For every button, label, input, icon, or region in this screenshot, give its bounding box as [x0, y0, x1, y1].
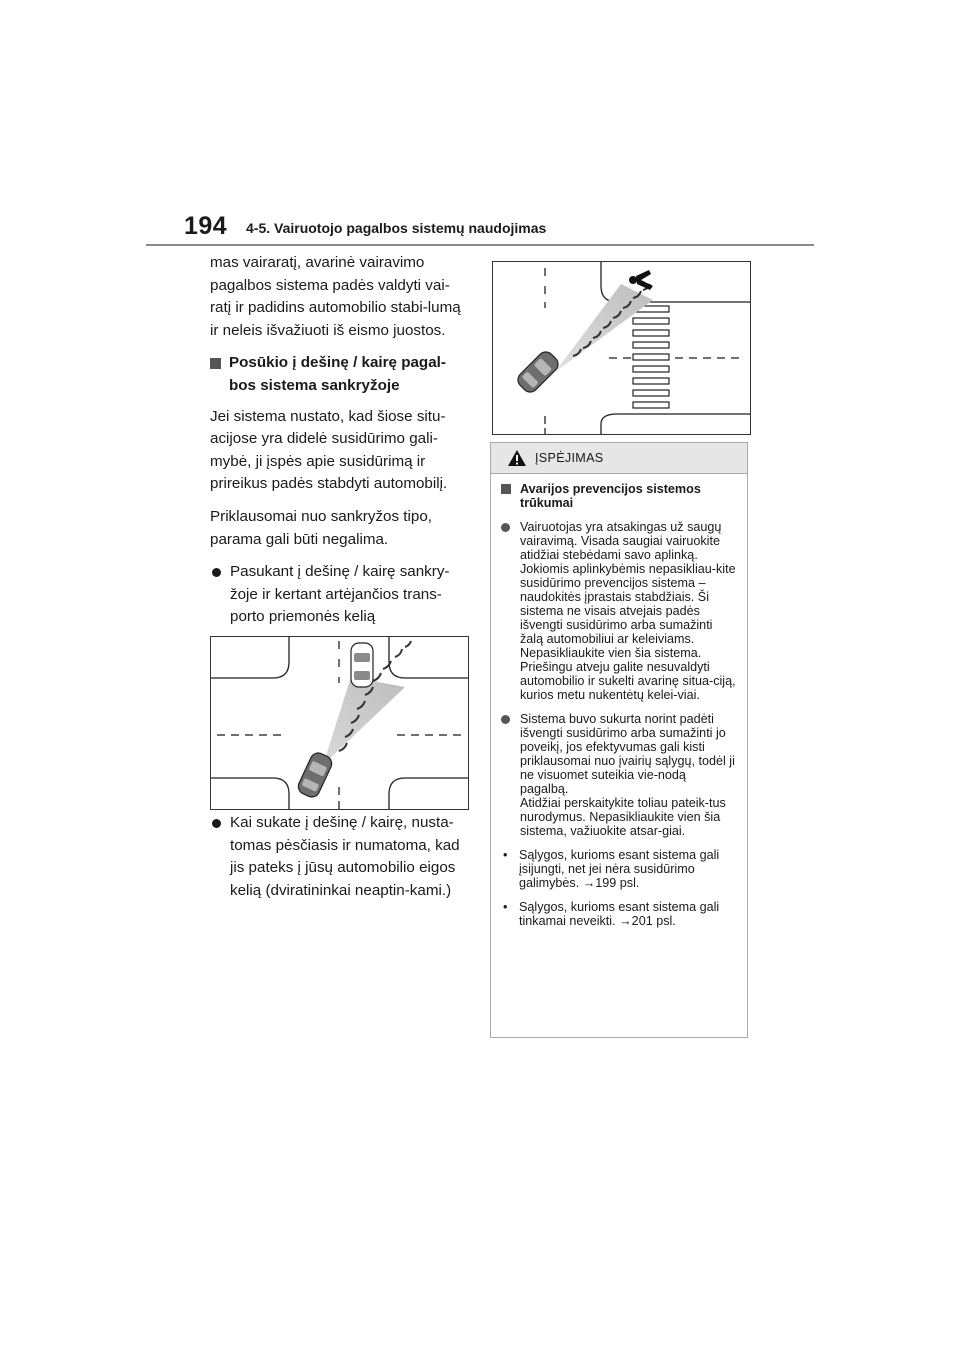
- bullet-dot-icon: [212, 568, 221, 577]
- bullet-item-1: [210, 561, 466, 629]
- warning-item-2-text-a: Sistema buvo sukurta norint padėti išvengti susidūrimo arba sumažinti jo poveikį, jos efektyvumas gali kisti priklausomai nuo įvairių sąlygų, todėl ji ne visuomet suteikia vie-nodą pagalbą.: [520, 712, 735, 796]
- warning-dash-item-2: [501, 900, 737, 928]
- bullet-dot-icon: [501, 715, 510, 724]
- section-title: 4-5. Vairuotojo pagalbos sistemų naudojimas: [246, 220, 547, 236]
- subheading-text: Posūkio į dešinę / kairę pagal-bos sistema sankryžoje: [229, 354, 446, 394]
- warning-item-1-text-b: Jokiomis aplinkybėmis nepasikliau-kite susidūrimo prevencijos sistema – naudokitės įprastais stabdžiais. Ši sistema ne visais atvejais padės išvengti susidūrimo arba sumažinti žalą automobiliui ar keleiviams. Nepasikliaukite vien šia sistema. Priešingu atveju galite nesuvaldyti automobilio ir sukelti avarinę situa-ciją, kurios metu nukentėtų kelei-viai.: [520, 562, 736, 702]
- left-column: [210, 252, 466, 639]
- warning-subheading: [501, 482, 737, 510]
- bullet-dot-icon: [501, 523, 510, 532]
- warning-title: ĮSPĖJIMAS: [535, 451, 604, 465]
- bullet-item-2-block: [210, 812, 466, 912]
- page-number: 194: [184, 212, 228, 240]
- warning-dash-text-2: Sąlygos, kurioms esant sistema gali tinkamai neveikti. →201 psl.: [519, 900, 720, 928]
- warning-item-2-text-b: Atidžiai perskaitykite toliau pateik-tus nurodymus. Nepasikliaukite vien šia sistema, važiuokite atsar-giai.: [520, 796, 726, 838]
- warning-item-1: [501, 520, 737, 702]
- paragraph-2: Priklausomai nuo sankryžos tipo, parama gali būti negalima.: [210, 507, 433, 548]
- warning-body: [491, 474, 747, 928]
- bullet-dot-icon: [212, 819, 221, 828]
- square-marker-icon: [210, 358, 221, 369]
- dash-marker: •: [503, 848, 508, 862]
- warning-triangle-icon: [507, 449, 527, 467]
- intersection-pedestrian-illustration: [492, 261, 751, 435]
- intersection-oncoming-illustration: [210, 636, 469, 810]
- subheading: [210, 352, 466, 397]
- intro-paragraph: mas vairaratį, avarinė vairavimo pagalbos sistema padės valdyti vai-ratį ir padidins automobilio stabi-lumą ir neleis išvažiuoti iš eismo juostos.: [210, 254, 461, 339]
- warning-dash-item-1: [501, 848, 737, 890]
- warning-subheading-text: Avarijos prevencijos sistemos trūkumai: [520, 482, 701, 510]
- header-rule: [146, 244, 814, 246]
- bullet-text-2: Kai sukate į dešinę / kairę, nusta-tomas pėsčiasis ir numatoma, kad jis pateks į jūsų automobilio eigos kelią (dviratininkai neaptin-kami.): [230, 814, 460, 899]
- bullet-text-1: Pasukant į dešinę / kairę sankry-žoje ir kertant artėjančios trans-porto priemonės kelią: [230, 563, 450, 626]
- warning-item-2: [501, 712, 737, 838]
- square-marker-icon: [501, 484, 511, 494]
- paragraph-1: Jei sistema nustato, kad šiose situ-acijose yra didelė susidūrimo gali-mybė, ji įspės apie susidūrimą ir prireikus padės stabdyti automobilį.: [210, 407, 448, 493]
- warning-dash-text-1: Sąlygos, kurioms esant sistema gali įsijungti, net jei nėra susidūrimo galimybės. →199 psl.: [519, 848, 720, 890]
- warning-header: [491, 443, 747, 474]
- dash-marker: •: [503, 900, 508, 914]
- warning-box: [490, 442, 748, 1038]
- bullet-item-2: [210, 812, 466, 902]
- warning-item-1-text-a: Vairuotojas yra atsakingas už saugų vairavimą. Visada saugiai vairuokite atidžiai stebėdami savo aplinką.: [520, 520, 722, 562]
